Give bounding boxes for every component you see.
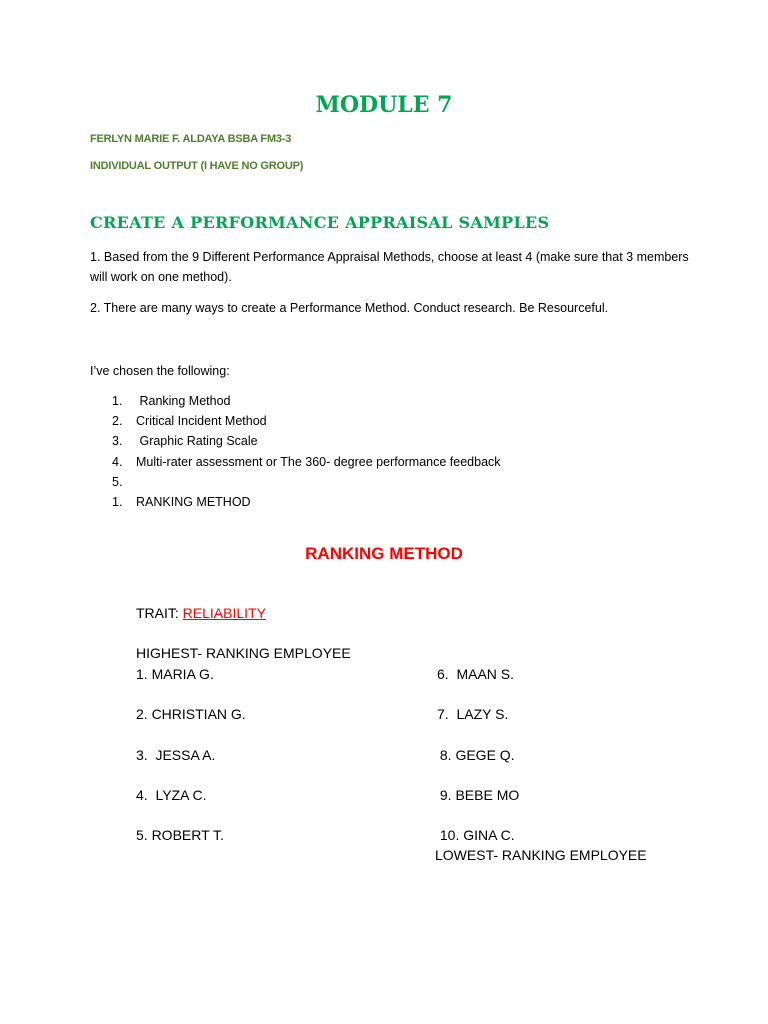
method-number: 5.	[112, 475, 123, 489]
trait-label: TRAIT:	[136, 605, 179, 621]
lowest-ranking-label: LOWEST- RANKING EMPLOYEE	[435, 847, 647, 863]
rank-entry: 10. GINA C.	[436, 827, 515, 843]
rank-entry: 6. MAAN S.	[437, 666, 515, 682]
method-item	[112, 411, 267, 431]
instruction-2: 2. There are many ways to create a Performance Method. Conduct research. Be Resourceful.	[90, 301, 609, 315]
method-item	[112, 472, 136, 492]
trait-line	[136, 605, 266, 621]
rank-entry: 2. CHRISTIAN G.	[136, 706, 246, 722]
rank-entry: 8. GEGE Q.	[436, 747, 515, 763]
method-label: RANKING METHOD	[136, 495, 251, 509]
rank-entry: 3. JESSA A.	[136, 747, 216, 763]
method-label: Multi-rater assessment or The 360- degree performance feedback	[136, 455, 501, 469]
module-title: MODULE 7	[315, 92, 453, 118]
highest-ranking-label: HIGHEST- RANKING EMPLOYEE	[136, 645, 351, 661]
chosen-intro: I’ve chosen the following:	[90, 364, 230, 378]
instruction-1: 1. Based from the 9 Different Performance Appraisal Methods, choose at least 4 (make sure that 3 members will work on one method).	[90, 250, 689, 284]
rank-entry: 1. MARIA G.	[136, 666, 214, 682]
section-heading: CREATE A PERFORMANCE APPRAISAL SAMPLES	[90, 213, 550, 232]
method-number: 1.	[112, 394, 123, 408]
author-name: FERLYN MARIE F. ALDAYA BSBA FM3-3	[90, 133, 292, 145]
method-item	[112, 492, 251, 512]
output-note: INDIVIDUAL OUTPUT (I HAVE NO GROUP)	[90, 160, 304, 172]
method-number: 3.	[112, 434, 123, 448]
method-item	[112, 452, 501, 472]
method-item	[112, 391, 231, 411]
rank-entry: 5. ROBERT T.	[136, 827, 224, 843]
method-item	[112, 431, 258, 451]
ranking-method-heading: RANKING METHOD	[305, 544, 463, 563]
rank-entry: 9. BEBE MO	[436, 787, 520, 803]
method-number: 4.	[112, 455, 123, 469]
method-label: Graphic Rating Scale	[136, 434, 258, 448]
method-number: 2.	[112, 414, 123, 428]
method-label: Ranking Method	[136, 394, 231, 408]
trait-value: RELIABILITY	[182, 605, 266, 621]
rank-entry: 7. LAZY S.	[437, 706, 509, 722]
rank-entry: 4. LYZA C.	[136, 787, 207, 803]
method-label: Critical Incident Method	[136, 414, 267, 428]
method-number: 1.	[112, 495, 123, 509]
